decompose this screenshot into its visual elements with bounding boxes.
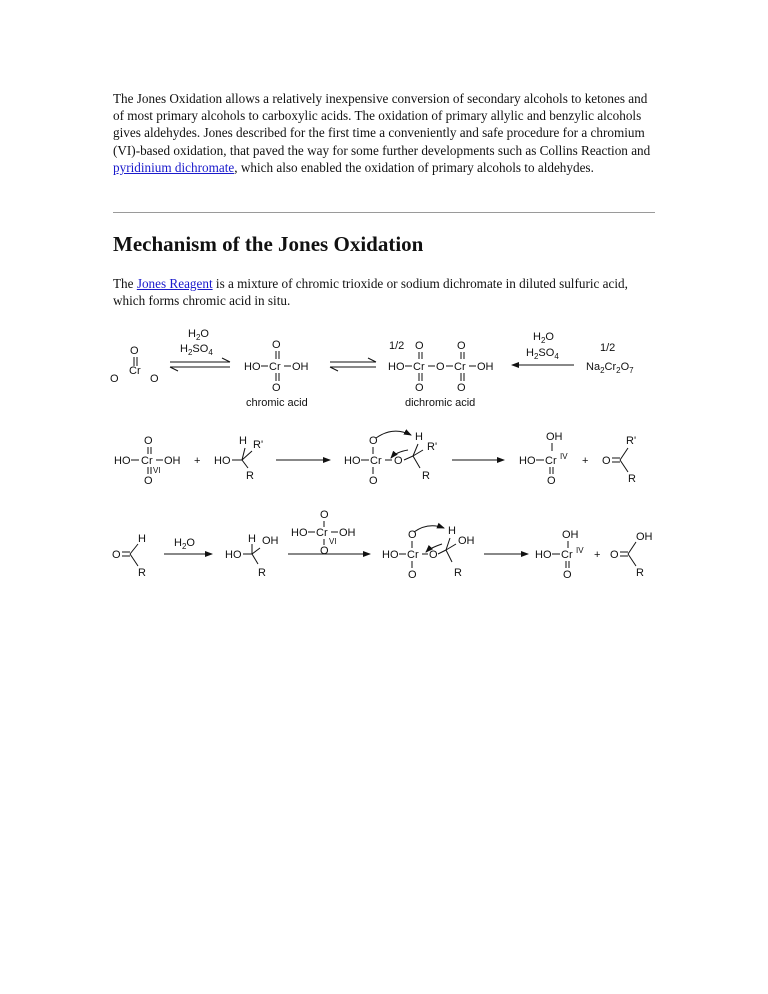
chromate-ester	[344, 431, 437, 487]
horizontal-rule	[113, 212, 655, 213]
svg-text:O: O	[547, 475, 556, 487]
svg-text:HO: HO	[382, 549, 399, 561]
svg-text:O: O	[408, 529, 417, 541]
svg-text:OH: OH	[562, 529, 579, 541]
chromic-acid-reagent	[291, 509, 356, 557]
svg-text:R: R	[422, 470, 430, 482]
svg-text:O: O	[110, 373, 119, 385]
svg-text:OH: OH	[339, 527, 356, 539]
svg-text:O: O	[429, 549, 438, 561]
svg-text:O: O	[408, 569, 417, 581]
chromate-ester-2	[382, 525, 475, 581]
svg-text:Cr: Cr	[141, 455, 153, 467]
svg-text:Cr: Cr	[407, 549, 419, 561]
svg-text:R: R	[454, 567, 462, 579]
svg-text:O: O	[320, 545, 329, 557]
svg-text:H: H	[248, 533, 256, 545]
h2o-label-1: $H_2O$	[188, 328, 209, 342]
svg-text:H: H	[448, 525, 456, 537]
svg-text:Cr: Cr	[316, 527, 328, 539]
hydrate	[225, 533, 279, 579]
svg-text:R: R	[246, 470, 254, 482]
svg-text:R: R	[636, 567, 644, 579]
svg-text:O: O	[394, 455, 403, 467]
svg-text:O: O	[272, 382, 281, 394]
svg-text:Cr: Cr	[129, 365, 141, 377]
svg-text:HO: HO	[344, 455, 361, 467]
section-heading: Mechanism of the Jones Oxidation	[113, 232, 424, 256]
svg-text:O: O	[436, 361, 445, 373]
plus-sign-3: +	[594, 549, 601, 561]
jones-reagent-paragraph	[113, 275, 655, 309]
svg-text:OH: OH	[458, 535, 475, 547]
svg-text:H: H	[138, 533, 146, 545]
svg-text:R': R'	[626, 435, 637, 447]
plus-sign: +	[194, 455, 201, 467]
svg-text:O: O	[415, 382, 424, 394]
h2o-label-3: $H_2O$	[174, 537, 195, 551]
svg-text:HO: HO	[114, 455, 131, 467]
mechanism-scheme	[108, 322, 653, 592]
svg-text:Cr: Cr	[370, 455, 382, 467]
chromic-acid-structure	[244, 339, 309, 394]
svg-text:O: O	[369, 435, 378, 447]
svg-text:O: O	[457, 340, 466, 352]
svg-text:IV: IV	[560, 452, 568, 461]
svg-text:H: H	[415, 431, 423, 443]
chromium-trioxide	[110, 345, 159, 385]
svg-text:OH: OH	[292, 361, 309, 373]
svg-text:H: H	[239, 435, 247, 447]
svg-text:Cr: Cr	[413, 361, 425, 373]
svg-text:O: O	[369, 475, 378, 487]
link-jones-reagent[interactable]: Jones Reagent	[136, 276, 213, 291]
svg-text:OH: OH	[262, 535, 279, 547]
svg-text:O: O	[457, 382, 466, 394]
dichromic-acid-label: dichromic acid	[405, 397, 476, 409]
chromium-iv-product-2	[535, 529, 584, 581]
aldehyde	[112, 533, 146, 579]
svg-text:R: R	[138, 567, 146, 579]
h2so4-label-2: $H_2SO_4$	[526, 347, 559, 361]
svg-text:IV: IV	[576, 546, 584, 555]
svg-text:O: O	[415, 340, 424, 352]
half-label-1: 1/2	[389, 340, 405, 352]
svg-text:HO: HO	[519, 455, 536, 467]
chromium-iv-product	[519, 431, 568, 487]
svg-text:Cr: Cr	[454, 361, 466, 373]
link-pyridinium-dichromate[interactable]: pyridinium dichromate	[113, 159, 235, 175]
svg-text:O: O	[563, 569, 572, 581]
svg-text:OH: OH	[636, 531, 653, 543]
svg-text:O: O	[130, 345, 139, 357]
h2o-label-2: $H_2O$	[533, 331, 554, 345]
svg-text:HO: HO	[225, 549, 242, 561]
half-label-2: 1/2	[600, 342, 616, 354]
svg-text:R': R'	[253, 439, 264, 451]
svg-text:HO: HO	[244, 361, 261, 373]
carboxylic-acid-product	[610, 531, 653, 579]
svg-text:HO: HO	[535, 549, 552, 561]
svg-text:HO: HO	[214, 455, 231, 467]
svg-text:R': R'	[427, 441, 438, 453]
chromic-acid-label: chromic acid	[246, 397, 308, 409]
svg-text:O: O	[320, 509, 329, 521]
svg-text:O: O	[272, 339, 281, 351]
svg-text:VI: VI	[329, 537, 337, 546]
svg-text:R: R	[628, 473, 636, 485]
svg-text:Cr: Cr	[545, 455, 557, 467]
secondary-alcohol	[214, 435, 263, 482]
equilibrium-arrow-1	[170, 358, 230, 371]
svg-text:R: R	[258, 567, 266, 579]
intro-paragraph	[113, 90, 655, 176]
svg-text:HO: HO	[291, 527, 308, 539]
sodium-dichromate: $Na_2Cr_2O_7$	[586, 361, 634, 375]
equilibrium-arrow-2	[330, 358, 376, 371]
svg-text:O: O	[112, 549, 121, 561]
svg-text:VI: VI	[153, 466, 161, 475]
svg-text:Cr: Cr	[561, 549, 573, 561]
p2-text: The	[113, 276, 137, 291]
plus-sign-2: +	[582, 455, 589, 467]
svg-text:O: O	[602, 455, 611, 467]
svg-text:O: O	[610, 549, 619, 561]
ketone-product	[602, 435, 636, 485]
svg-text:O: O	[144, 435, 153, 447]
h2so4-label-1: $H_2SO_4$	[180, 343, 213, 357]
intro-text-end: , which also enabled the oxidation of primary alcohols to aldehydes.	[234, 159, 594, 175]
svg-text:OH: OH	[546, 431, 563, 443]
svg-text:O: O	[144, 475, 153, 487]
svg-text:Cr: Cr	[269, 361, 281, 373]
svg-text:OH: OH	[477, 361, 494, 373]
chromic-acid-vi	[114, 435, 181, 487]
p2-text-end: is a mixture of chromic trioxide or sodium dichromate in diluted sulfuric acid, which forms chromic acid in situ.	[113, 276, 628, 309]
svg-text:OH: OH	[164, 455, 181, 467]
intro-text: The Jones Oxidation allows a relatively inexpensive conversion of secondary alcohols to ketones and of most primary alcohols to carboxylic acids. The oxidation of primary allylic and benzylic alcohols gives aldehydes. Jones described for the first time a conveniently and safe procedure for a chromium (VI)-based oxidation, that paved the way for some further developments such as Collins Reaction and	[113, 91, 651, 158]
svg-text:HO: HO	[388, 361, 405, 373]
svg-text:O: O	[150, 373, 159, 385]
